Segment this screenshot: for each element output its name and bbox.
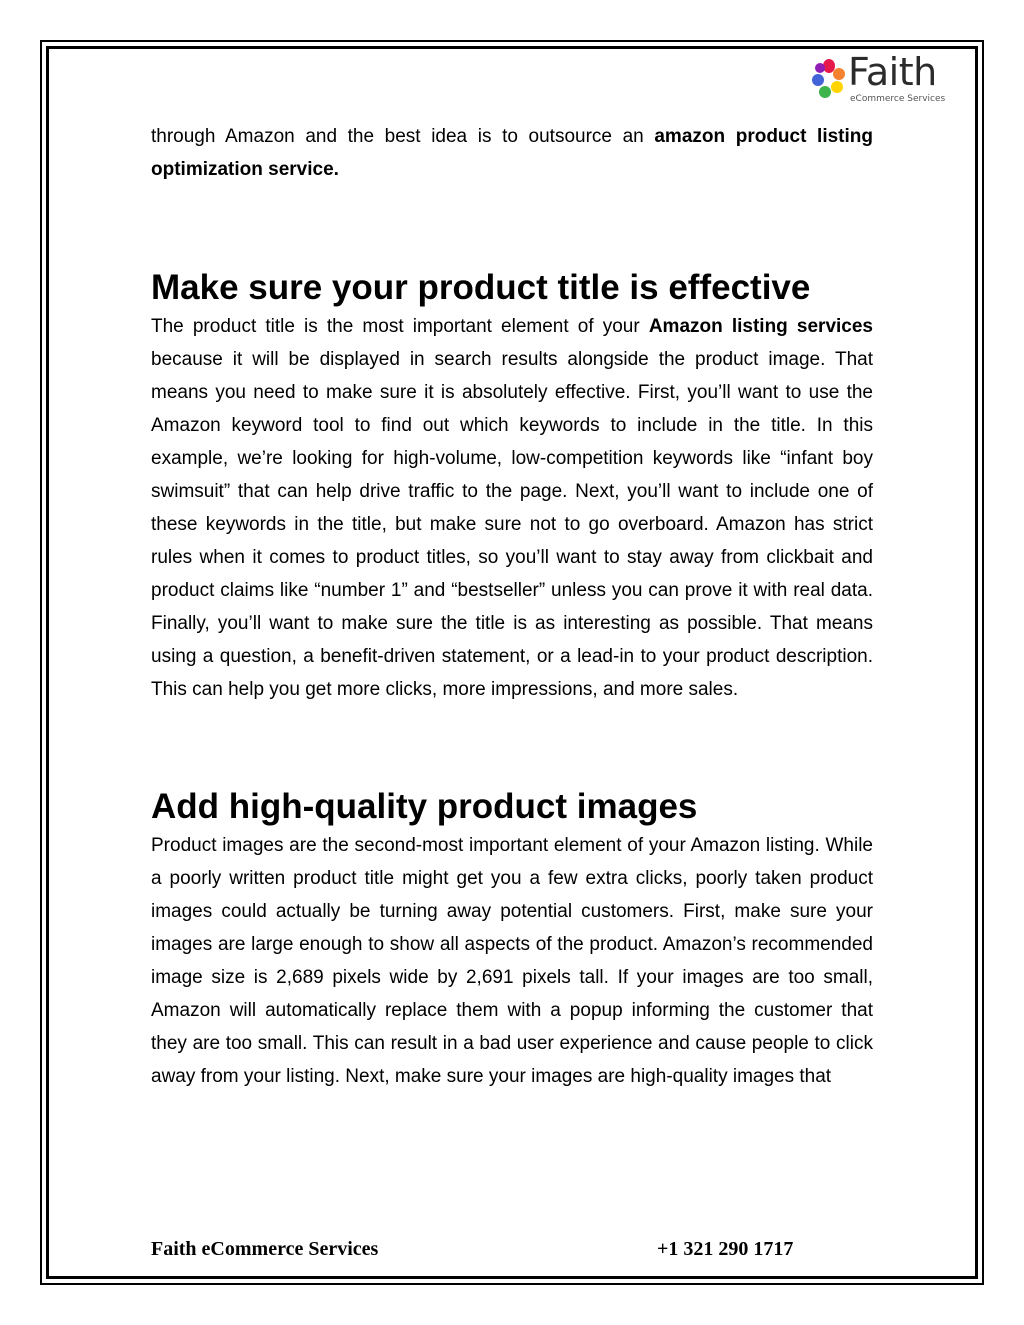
flower-icon bbox=[812, 58, 846, 100]
footer-company: Faith eCommerce Services bbox=[151, 1238, 379, 1260]
logo-wordmark: Faith bbox=[848, 50, 937, 94]
section2-heading: Add high-quality product images bbox=[151, 787, 698, 826]
intro-paragraph bbox=[151, 120, 873, 186]
section1-paragraph bbox=[151, 310, 873, 706]
section1-text-after: because it will be displayed in search results alongside the product image. That means you need to make sure it is absolutely effective. First, you’ll want to use the Amazon keyword tool to find out which keywords to include in the title. In this example, we’re looking for high-volume, low-competition keywords like “infant boy swimsuit” that can help drive traffic to the page. Next, you’ll want to include one of these keywords in the title, but make sure not to go overboard. Amazon has strict rules when it comes to product titles, so you’ll want to stay away from clickbait and product claims like “number 1” and “bestseller” unless you can prove it with real data. Finally, you’ll want to make sure the title is as interesting as possible. That means using a question, a benefit-driven statement, or a lead-in to your product description. This can help you get more clicks, more impressions, and more sales. bbox=[151, 349, 873, 700]
logo-tagline: eCommerce Services bbox=[850, 94, 946, 104]
section1-text-before: The product title is the most important element of your bbox=[151, 316, 649, 337]
faith-logo bbox=[812, 50, 968, 106]
document-body bbox=[151, 120, 873, 1093]
intro-bold-link: amazon product listing optimization service. bbox=[151, 126, 873, 180]
section1-bold-term: Amazon listing services bbox=[648, 316, 873, 337]
footer-phone: +1 321 290 1717 bbox=[657, 1238, 794, 1260]
section1-heading: Make sure your product title is effective bbox=[151, 268, 811, 307]
section2-paragraph: Product images are the second-most important element of your Amazon listing. While a poorly written product title might get you a few extra clicks, poorly taken product images could actually be turning away potential customers. First, make sure your images are large enough to show all aspects of the product. Amazon’s recommended image size is 2,689 pixels wide by 2,691 pixels tall. If your images are too small, Amazon will automatically replace them with a popup informing the customer that they are too small. This can result in a bad user experience and cause people to click away from your listing. Next, make sure your images are high-quality images that bbox=[151, 835, 873, 1087]
intro-text: through Amazon and the best idea is to outsource an bbox=[151, 126, 655, 147]
